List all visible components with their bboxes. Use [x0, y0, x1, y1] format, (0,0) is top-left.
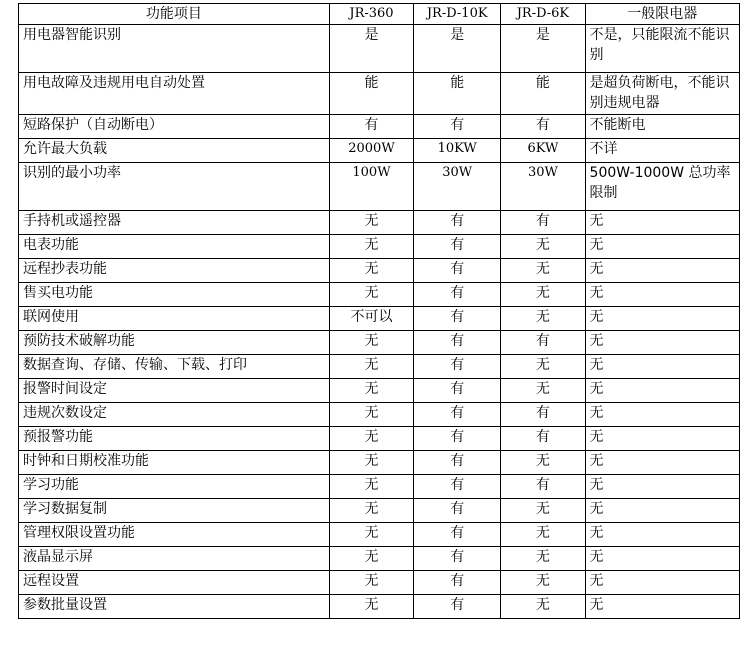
cell-general-limiter: 无 [585, 499, 739, 523]
cell-jr-360: 无 [329, 235, 413, 259]
cell-general-limiter: 无 [585, 547, 739, 571]
table-row [19, 475, 740, 499]
cell-jr-d-10k: 有 [414, 523, 501, 547]
header-jr-d-10k: JR-D-10K [414, 4, 501, 25]
cell-feature: 数据查询、存储、传输、下载、打印 [19, 355, 330, 379]
cell-general-limiter: 无 [585, 427, 739, 451]
cell-feature: 学习数据复制 [19, 499, 330, 523]
cell-jr-d-6k: 无 [501, 547, 585, 571]
cell-jr-d-10k: 有 [414, 115, 501, 139]
cell-jr-d-6k: 30W [501, 163, 585, 211]
cell-jr-d-10k: 有 [414, 427, 501, 451]
cell-jr-d-10k: 有 [414, 499, 501, 523]
cell-feature: 手持机或遥控器 [19, 211, 330, 235]
cell-jr-d-6k: 能 [501, 73, 585, 115]
cell-jr-d-10k: 有 [414, 547, 501, 571]
cell-general-limiter: 无 [585, 475, 739, 499]
table-row [19, 211, 740, 235]
cell-jr-d-6k: 有 [501, 331, 585, 355]
cell-jr-d-10k: 有 [414, 259, 501, 283]
cell-jr-360: 无 [329, 355, 413, 379]
cell-jr-360: 100W [329, 163, 413, 211]
cell-feature: 售买电功能 [19, 283, 330, 307]
cell-jr-d-6k: 6KW [501, 139, 585, 163]
table-row [19, 331, 740, 355]
cell-jr-d-10k: 有 [414, 475, 501, 499]
cell-general-limiter: 无 [585, 355, 739, 379]
cell-feature: 允许最大负载 [19, 139, 330, 163]
cell-jr-d-6k: 无 [501, 499, 585, 523]
cell-jr-360: 有 [329, 115, 413, 139]
cell-jr-360: 无 [329, 403, 413, 427]
cell-jr-d-10k: 30W [414, 163, 501, 211]
cell-feature: 管理权限设置功能 [19, 523, 330, 547]
cell-jr-d-6k: 无 [501, 523, 585, 547]
cell-feature: 识别的最小功率 [19, 163, 330, 211]
cell-jr-360: 无 [329, 499, 413, 523]
cell-jr-360: 是 [329, 25, 413, 73]
cell-jr-d-10k: 有 [414, 355, 501, 379]
cell-jr-d-6k: 有 [501, 403, 585, 427]
header-jr-d-6k: JR-D-6K [501, 4, 585, 25]
cell-general-limiter: 无 [585, 451, 739, 475]
cell-jr-360: 无 [329, 523, 413, 547]
table-row [19, 307, 740, 331]
cell-general-limiter: 500W-1000W 总功率限制 [585, 163, 739, 211]
table-row [19, 73, 740, 115]
cell-jr-d-10k: 有 [414, 379, 501, 403]
cell-feature: 违规次数设定 [19, 403, 330, 427]
cell-jr-d-6k: 有 [501, 211, 585, 235]
cell-feature: 时钟和日期校准功能 [19, 451, 330, 475]
cell-general-limiter: 不详 [585, 139, 739, 163]
cell-feature: 电表功能 [19, 235, 330, 259]
cell-feature: 短路保护（自动断电） [19, 115, 330, 139]
cell-jr-d-6k: 无 [501, 355, 585, 379]
table-row [19, 283, 740, 307]
cell-general-limiter: 无 [585, 259, 739, 283]
cell-jr-360: 无 [329, 475, 413, 499]
cell-feature: 预报警功能 [19, 427, 330, 451]
cell-jr-d-10k: 有 [414, 211, 501, 235]
cell-feature: 液晶显示屏 [19, 547, 330, 571]
table-row [19, 547, 740, 571]
cell-general-limiter: 无 [585, 307, 739, 331]
cell-jr-d-6k: 有 [501, 475, 585, 499]
table-row [19, 595, 740, 619]
cell-general-limiter: 无 [585, 283, 739, 307]
cell-feature: 用电器智能识别 [19, 25, 330, 73]
cell-jr-360: 无 [329, 283, 413, 307]
cell-general-limiter: 无 [585, 235, 739, 259]
cell-jr-d-6k: 是 [501, 25, 585, 73]
table-row [19, 115, 740, 139]
cell-jr-d-6k: 无 [501, 283, 585, 307]
cell-jr-d-6k: 无 [501, 307, 585, 331]
table-row [19, 571, 740, 595]
table-row [19, 451, 740, 475]
cell-feature: 用电故障及违规用电自动处置 [19, 73, 330, 115]
cell-general-limiter: 无 [585, 523, 739, 547]
cell-jr-d-10k: 有 [414, 331, 501, 355]
cell-jr-d-10k: 有 [414, 307, 501, 331]
cell-jr-360: 无 [329, 259, 413, 283]
table-body [19, 25, 740, 619]
cell-jr-360: 无 [329, 331, 413, 355]
cell-general-limiter: 无 [585, 379, 739, 403]
cell-jr-360: 无 [329, 211, 413, 235]
table-row [19, 523, 740, 547]
table-row [19, 403, 740, 427]
cell-jr-d-6k: 无 [501, 379, 585, 403]
cell-jr-d-10k: 10KW [414, 139, 501, 163]
cell-general-limiter: 是超负荷断电，不能识别违规电器 [585, 73, 739, 115]
cell-jr-d-6k: 有 [501, 115, 585, 139]
cell-jr-360: 无 [329, 571, 413, 595]
cell-jr-d-10k: 能 [414, 73, 501, 115]
header-row [19, 4, 740, 25]
cell-jr-360: 无 [329, 451, 413, 475]
cell-jr-d-10k: 有 [414, 283, 501, 307]
table-row [19, 139, 740, 163]
header-feature: 功能项目 [19, 4, 330, 25]
header-general-limiter: 一般限电器 [585, 4, 739, 25]
cell-general-limiter: 无 [585, 403, 739, 427]
cell-jr-d-6k: 无 [501, 259, 585, 283]
cell-jr-360: 无 [329, 547, 413, 571]
table-row [19, 259, 740, 283]
table-row [19, 235, 740, 259]
cell-jr-d-6k: 无 [501, 235, 585, 259]
cell-jr-d-10k: 有 [414, 571, 501, 595]
table-row [19, 25, 740, 73]
cell-jr-360: 无 [329, 379, 413, 403]
table-row [19, 379, 740, 403]
cell-jr-360: 无 [329, 427, 413, 451]
table-row [19, 499, 740, 523]
cell-jr-d-10k: 有 [414, 451, 501, 475]
cell-jr-d-6k: 无 [501, 595, 585, 619]
table-row [19, 163, 740, 211]
cell-feature: 报警时间设定 [19, 379, 330, 403]
header-jr-360: JR-360 [329, 4, 413, 25]
cell-jr-d-10k: 是 [414, 25, 501, 73]
cell-jr-d-10k: 有 [414, 595, 501, 619]
cell-jr-360: 无 [329, 595, 413, 619]
cell-jr-360: 2000W [329, 139, 413, 163]
cell-general-limiter: 无 [585, 571, 739, 595]
cell-general-limiter: 无 [585, 595, 739, 619]
cell-jr-d-10k: 有 [414, 403, 501, 427]
cell-general-limiter: 不是，只能限流不能识别 [585, 25, 739, 73]
cell-feature: 预防技术破解功能 [19, 331, 330, 355]
cell-jr-d-6k: 无 [501, 451, 585, 475]
cell-jr-360: 能 [329, 73, 413, 115]
cell-feature: 联网使用 [19, 307, 330, 331]
cell-feature: 远程设置 [19, 571, 330, 595]
comparison-table [18, 3, 740, 619]
cell-feature: 学习功能 [19, 475, 330, 499]
table-row [19, 427, 740, 451]
cell-general-limiter: 无 [585, 331, 739, 355]
cell-general-limiter: 无 [585, 211, 739, 235]
table-row [19, 355, 740, 379]
cell-feature: 远程抄表功能 [19, 259, 330, 283]
cell-jr-d-10k: 有 [414, 235, 501, 259]
cell-feature: 参数批量设置 [19, 595, 330, 619]
cell-jr-d-6k: 有 [501, 427, 585, 451]
cell-general-limiter: 不能断电 [585, 115, 739, 139]
cell-jr-d-6k: 无 [501, 571, 585, 595]
cell-jr-360: 不可以 [329, 307, 413, 331]
